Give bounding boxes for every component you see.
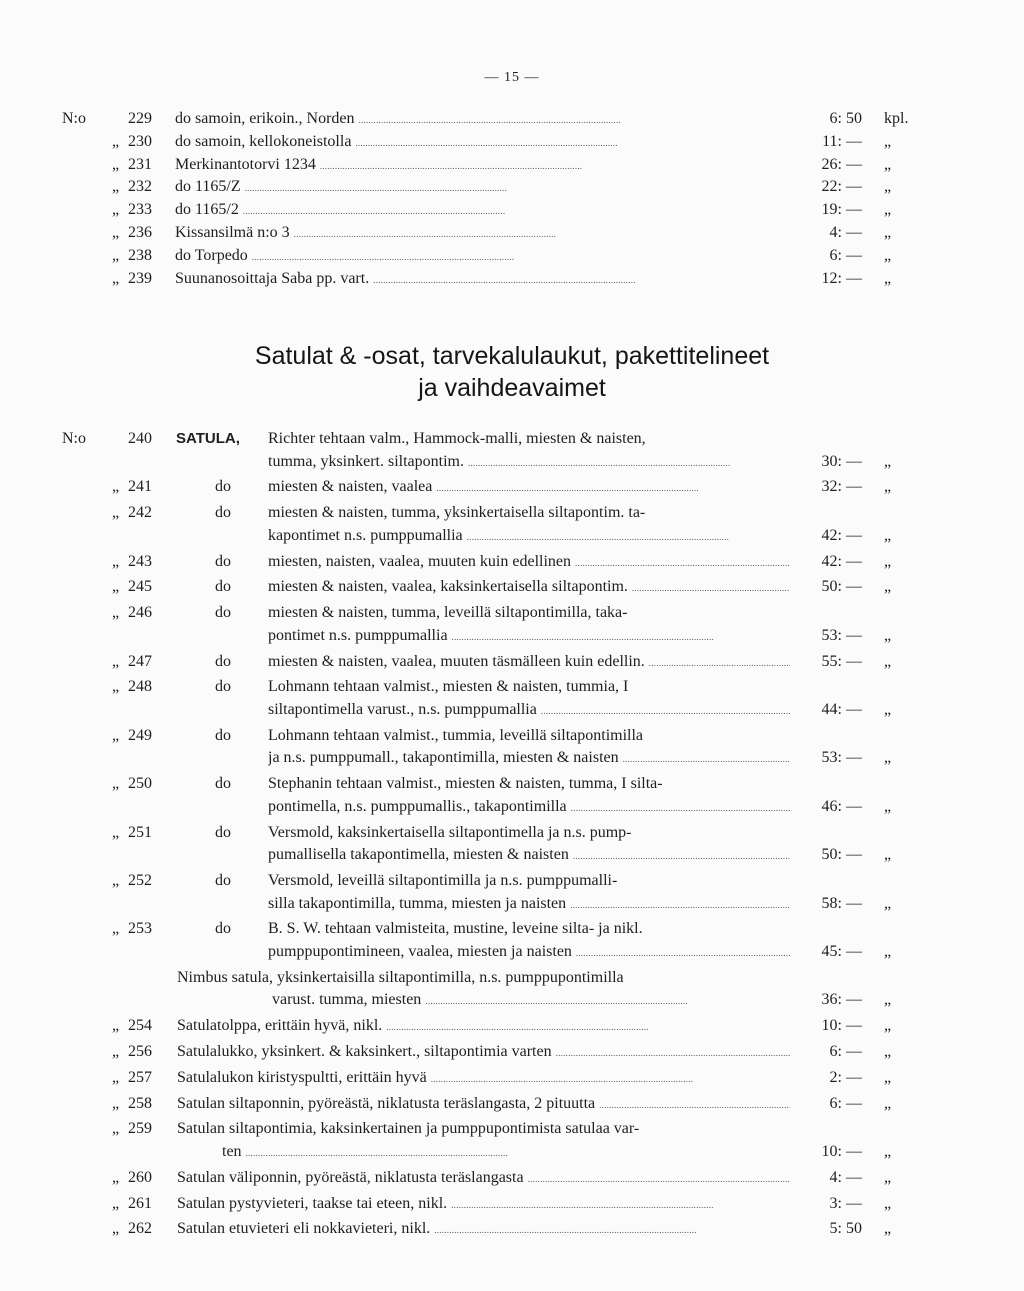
item-unit: „ bbox=[884, 478, 892, 496]
item-description bbox=[175, 224, 785, 242]
item-ditto: do bbox=[215, 775, 231, 793]
item-description-line-2 bbox=[268, 701, 790, 719]
item-description-line-2 bbox=[268, 895, 790, 913]
item-price: 55: — bbox=[821, 652, 862, 670]
item-price: 4: — bbox=[829, 1168, 862, 1186]
list-item bbox=[0, 430, 1024, 475]
section-heading bbox=[0, 340, 1024, 404]
item-prefix: „ bbox=[112, 652, 120, 670]
item-price: 50: — bbox=[821, 578, 862, 596]
item-prefix: „ bbox=[112, 246, 120, 264]
item-prefix: „ bbox=[112, 578, 120, 596]
list-item bbox=[0, 553, 1024, 576]
item-unit: „ bbox=[884, 1168, 892, 1186]
item-unit: „ bbox=[884, 991, 892, 1009]
item-number: 242 bbox=[128, 504, 152, 522]
section-heading-line-1: Satulat & -osat, tarvekalulaukut, pakettitelineet bbox=[254, 342, 770, 370]
list-item bbox=[0, 1220, 1024, 1243]
item-price: 22: — bbox=[821, 178, 862, 196]
item-text: miesten & naisten, vaalea, kaksinkertaisella siltapontim. bbox=[268, 578, 628, 596]
item-prefix: „ bbox=[112, 1194, 120, 1212]
item-number: 245 bbox=[128, 578, 152, 596]
item-description-line-2 bbox=[268, 527, 790, 545]
item-unit: „ bbox=[884, 155, 892, 173]
item-description-line-1 bbox=[268, 553, 790, 571]
item-description-line-1 bbox=[177, 1017, 790, 1035]
item-text: Merkinantotorvi 1234 bbox=[175, 155, 316, 173]
item-description-line-1 bbox=[268, 604, 790, 622]
item-text: do samoin, kellokoneistolla bbox=[175, 132, 352, 150]
list-item bbox=[0, 504, 1024, 549]
item-text: Lohmann tehtaan valmist., tummia, leveillä siltapontimilla bbox=[268, 726, 644, 744]
item-number: 254 bbox=[128, 1017, 152, 1035]
item-ditto: SATULA, bbox=[176, 430, 240, 447]
item-number: 248 bbox=[128, 678, 152, 696]
list-item bbox=[0, 920, 1024, 965]
item-text: varust. tumma, miesten bbox=[272, 991, 422, 1009]
leader-dots bbox=[452, 627, 790, 645]
list-item bbox=[0, 1095, 1024, 1118]
item-text: do 1165/2 bbox=[175, 201, 239, 219]
item-ditto: do bbox=[215, 823, 231, 841]
item-price: 11: — bbox=[822, 132, 862, 150]
item-ditto: do bbox=[215, 726, 231, 744]
item-text: Lohmann tehtaan valmist., miesten & naisten, tummia, I bbox=[268, 678, 629, 696]
leader-dots bbox=[623, 749, 790, 767]
item-price: 6: — bbox=[829, 246, 862, 264]
item-description bbox=[175, 201, 785, 219]
item-text: Satulan väliponnin, pyöreästä, niklatusta teräslangasta bbox=[177, 1168, 524, 1186]
item-description-line-2 bbox=[272, 991, 790, 1009]
item-number: 246 bbox=[128, 604, 152, 622]
leader-dots bbox=[373, 270, 673, 288]
item-text: do 1165/Z bbox=[175, 178, 241, 196]
leader-dots bbox=[436, 478, 756, 496]
item-description-line-1 bbox=[177, 1195, 790, 1213]
item-text: pumppupontimineen, vaalea, miesten ja naisten bbox=[268, 942, 572, 960]
item-description bbox=[175, 247, 785, 265]
item-number: 257 bbox=[128, 1068, 152, 1086]
item-unit: „ bbox=[884, 178, 892, 196]
item-text: B. S. W. tehtaan valmisteita, mustine, leveine silta- ja nikl. bbox=[268, 920, 643, 938]
item-description bbox=[175, 156, 785, 174]
list-item bbox=[0, 653, 1024, 676]
item-number: 259 bbox=[128, 1120, 152, 1138]
leader-dots bbox=[556, 1043, 790, 1061]
item-text: Satulan etuvieteri eli nokkavieteri, nikl. bbox=[177, 1220, 431, 1238]
item-description-line-2 bbox=[268, 627, 790, 645]
item-text: kapontimet n.s. pumppumallia bbox=[268, 526, 463, 544]
item-prefix: „ bbox=[112, 504, 120, 522]
item-text: pontimet n.s. pumppumallia bbox=[268, 626, 448, 644]
leader-dots bbox=[528, 1169, 790, 1187]
item-description-line-1 bbox=[268, 504, 790, 522]
item-text: miesten & naisten, vaalea bbox=[268, 478, 433, 496]
item-price: 30: — bbox=[821, 452, 862, 470]
item-text: miesten, naisten, vaalea, muuten kuin edellinen bbox=[268, 552, 572, 570]
item-number: 243 bbox=[128, 552, 152, 570]
item-price: 12: — bbox=[821, 269, 862, 287]
item-price: 19: — bbox=[821, 201, 862, 219]
item-text: Versmold, kaksinkertaisella siltapontimella ja n.s. pump- bbox=[268, 823, 632, 841]
item-unit: „ bbox=[884, 1220, 892, 1238]
item-prefix: „ bbox=[112, 872, 120, 889]
item-price: 53: — bbox=[821, 626, 862, 644]
list-item bbox=[0, 156, 1024, 178]
item-price: 58: — bbox=[821, 894, 862, 912]
item-description-line-1 bbox=[177, 1069, 790, 1087]
item-price: 32: — bbox=[821, 478, 862, 496]
item-text: Nimbus satula, yksinkertaisilla siltapontimilla, n.s. pumppupontimilla bbox=[177, 968, 624, 986]
item-description-line-1 bbox=[268, 578, 790, 596]
item-prefix: N:o bbox=[62, 430, 86, 447]
item-unit: „ bbox=[884, 700, 892, 718]
item-description-line-1 bbox=[177, 969, 790, 987]
item-number: 258 bbox=[128, 1094, 152, 1112]
item-prefix: N:o bbox=[62, 110, 86, 127]
item-number: 249 bbox=[128, 726, 152, 744]
list-item bbox=[0, 201, 1024, 223]
item-unit: „ bbox=[884, 1068, 892, 1086]
item-text: Satulatolppa, erittäin hyvä, nikl. bbox=[177, 1017, 383, 1035]
list-item bbox=[0, 1169, 1024, 1192]
item-description-line-2 bbox=[268, 453, 790, 471]
item-text: do samoin, erikoin., Norden bbox=[175, 110, 355, 127]
item-price: 53: — bbox=[821, 749, 862, 767]
item-description-line-1 bbox=[177, 1095, 790, 1113]
item-number: 238 bbox=[128, 246, 152, 264]
leader-dots bbox=[570, 895, 790, 913]
item-prefix: „ bbox=[112, 552, 120, 570]
list-item bbox=[0, 1043, 1024, 1066]
item-number: 236 bbox=[128, 224, 152, 241]
item-ditto: do bbox=[215, 478, 231, 496]
item-description-line-2 bbox=[268, 846, 790, 864]
leader-dots bbox=[573, 846, 790, 864]
item-description-line-1 bbox=[177, 1220, 790, 1238]
item-number: 252 bbox=[128, 872, 152, 889]
item-price: 10: — bbox=[821, 1142, 862, 1160]
item-number: 240 bbox=[128, 430, 152, 447]
item-prefix: „ bbox=[112, 269, 120, 287]
item-number: 260 bbox=[128, 1168, 152, 1186]
list-item bbox=[0, 1017, 1024, 1040]
item-prefix: „ bbox=[112, 775, 120, 793]
item-description-line-1 bbox=[177, 1120, 790, 1138]
leader-dots bbox=[252, 247, 552, 265]
list-item bbox=[0, 678, 1024, 723]
list-item bbox=[0, 872, 1024, 917]
item-text: pontimella, n.s. pumppumallis., takapontimilla bbox=[268, 797, 567, 815]
item-number: 256 bbox=[128, 1043, 152, 1060]
item-text: Satulan pystyvieteri, taakse tai eteen, nikl. bbox=[177, 1194, 448, 1212]
item-price: 44: — bbox=[821, 700, 862, 718]
item-price: 6: — bbox=[829, 1043, 862, 1060]
item-price: 10: — bbox=[821, 1017, 862, 1035]
item-text: Versmold, leveillä siltapontimilla ja n.s. pumppumalli- bbox=[268, 872, 618, 889]
list-item bbox=[0, 247, 1024, 269]
leader-dots bbox=[359, 110, 659, 128]
leader-dots bbox=[425, 991, 790, 1009]
item-ditto: do bbox=[215, 652, 231, 670]
item-unit: „ bbox=[884, 132, 892, 150]
item-text: silla takapontimilla, tumma, miesten ja naisten bbox=[268, 894, 567, 912]
item-unit: „ bbox=[884, 797, 892, 815]
item-description-line-1 bbox=[268, 824, 790, 842]
item-description-line-1 bbox=[268, 653, 790, 671]
item-unit: „ bbox=[884, 1094, 892, 1112]
leader-dots bbox=[451, 1195, 771, 1213]
item-unit: „ bbox=[884, 201, 892, 219]
item-unit: „ bbox=[884, 269, 892, 287]
list-item bbox=[0, 604, 1024, 649]
item-text: Stephanin tehtaan valmist., miesten & naisten, tumma, I silta- bbox=[268, 775, 663, 793]
item-description-line-2 bbox=[222, 1143, 790, 1161]
item-number: 231 bbox=[128, 155, 152, 173]
item-text: ten bbox=[222, 1142, 242, 1160]
item-prefix: „ bbox=[112, 1120, 120, 1138]
item-description-line-1 bbox=[268, 430, 790, 448]
item-text: siltapontimella varust., n.s. pumppumallia bbox=[268, 700, 537, 718]
item-text: Suunanosoittaja Saba pp. vart. bbox=[175, 269, 370, 287]
item-unit: „ bbox=[884, 1194, 892, 1212]
item-unit: „ bbox=[884, 246, 892, 264]
leader-dots bbox=[632, 578, 790, 596]
leader-dots bbox=[467, 527, 790, 545]
item-ditto: do bbox=[215, 552, 231, 570]
item-prefix: „ bbox=[112, 178, 120, 196]
item-price: 42: — bbox=[821, 526, 862, 544]
item-price: 6: 50 bbox=[829, 110, 862, 127]
item-price: 6: — bbox=[829, 1094, 862, 1112]
item-prefix: „ bbox=[112, 1220, 120, 1238]
item-description-line-1 bbox=[268, 775, 790, 793]
item-number: 232 bbox=[128, 178, 152, 196]
item-number: 253 bbox=[128, 920, 152, 938]
item-text: Richter tehtaan valm., Hammock-malli, miesten & naisten, bbox=[268, 430, 646, 447]
item-text: pumallisella takapontimella, miesten & naisten bbox=[268, 846, 569, 864]
item-description-line-1 bbox=[268, 920, 790, 938]
item-description-line-2 bbox=[268, 798, 790, 816]
leader-dots bbox=[649, 653, 790, 671]
item-unit: „ bbox=[884, 1043, 892, 1060]
item-unit: „ bbox=[884, 626, 892, 644]
item-description-line-1 bbox=[177, 1043, 790, 1061]
item-description-line-2 bbox=[268, 749, 790, 767]
item-unit: „ bbox=[884, 894, 892, 912]
item-description bbox=[175, 133, 785, 151]
item-unit: „ bbox=[884, 578, 892, 596]
list-item bbox=[0, 178, 1024, 200]
item-text: Satulalukon kiristyspultti, erittäin hyvä bbox=[177, 1068, 427, 1086]
list-item bbox=[0, 824, 1024, 869]
item-price: 42: — bbox=[821, 552, 862, 570]
list-item bbox=[0, 578, 1024, 601]
leader-dots bbox=[386, 1017, 706, 1035]
item-ditto: do bbox=[215, 578, 231, 596]
item-ditto: do bbox=[215, 872, 231, 889]
leader-dots bbox=[468, 453, 790, 471]
item-description bbox=[175, 110, 785, 128]
list-item bbox=[0, 727, 1024, 772]
item-number: 239 bbox=[128, 269, 152, 287]
item-number: 229 bbox=[128, 110, 152, 127]
leader-dots bbox=[243, 201, 543, 219]
item-unit: „ bbox=[884, 846, 892, 864]
item-prefix: „ bbox=[112, 1094, 120, 1112]
list-item bbox=[0, 110, 1024, 132]
section-heading-line-2: ja vaihdeavaimet bbox=[418, 374, 606, 402]
item-text: tumma, yksinkert. siltapontim. bbox=[268, 452, 464, 470]
item-text: miesten & naisten, tumma, leveillä siltapontimilla, taka- bbox=[268, 604, 628, 622]
item-description bbox=[175, 270, 785, 288]
item-price: 2: — bbox=[829, 1068, 862, 1086]
item-prefix: „ bbox=[112, 1068, 120, 1086]
list-item bbox=[0, 478, 1024, 501]
item-number: 250 bbox=[128, 775, 152, 793]
item-number: 233 bbox=[128, 201, 152, 219]
item-prefix: „ bbox=[112, 726, 120, 744]
leader-dots bbox=[599, 1095, 790, 1113]
item-unit: „ bbox=[884, 749, 892, 767]
leader-dots bbox=[541, 701, 790, 719]
item-price: 5: 50 bbox=[829, 1220, 862, 1238]
list-item bbox=[0, 1069, 1024, 1092]
item-text: Kissansilmä n:o 3 bbox=[175, 224, 290, 241]
item-unit: „ bbox=[884, 652, 892, 670]
item-unit: kpl. bbox=[884, 110, 909, 127]
item-description bbox=[175, 178, 785, 196]
item-ditto: do bbox=[215, 504, 231, 522]
item-price: 46: — bbox=[821, 797, 862, 815]
list-item bbox=[0, 1195, 1024, 1218]
leader-dots bbox=[431, 1069, 751, 1087]
list-item bbox=[0, 224, 1024, 246]
item-prefix: „ bbox=[112, 1043, 120, 1060]
item-price: 3: — bbox=[829, 1194, 862, 1212]
item-unit: „ bbox=[884, 452, 892, 470]
item-number: 261 bbox=[128, 1194, 152, 1212]
item-unit: „ bbox=[884, 224, 892, 241]
item-unit: „ bbox=[884, 1142, 892, 1160]
item-text: Satulan siltaponnin, pyöreästä, niklatusta teräslangasta, 2 pituutta bbox=[177, 1094, 596, 1112]
item-ditto: do bbox=[215, 920, 231, 938]
item-text: Satulalukko, yksinkert. & kaksinkert., siltapontimia varten bbox=[177, 1043, 552, 1060]
item-description-line-1 bbox=[268, 872, 790, 890]
leader-dots bbox=[245, 178, 545, 196]
item-prefix: „ bbox=[112, 1017, 120, 1035]
item-number: 230 bbox=[128, 132, 152, 150]
item-text: Satulan siltapontimia, kaksinkertainen ja pumppupontimista satulaa var- bbox=[177, 1120, 640, 1138]
item-number: 251 bbox=[128, 823, 152, 841]
leader-dots bbox=[246, 1143, 646, 1161]
leader-dots bbox=[434, 1220, 754, 1238]
item-prefix: „ bbox=[112, 132, 120, 150]
item-prefix: „ bbox=[112, 478, 120, 496]
item-price: 45: — bbox=[821, 942, 862, 960]
leader-dots bbox=[576, 943, 790, 961]
item-prefix: „ bbox=[112, 920, 120, 938]
item-text: miesten & naisten, tumma, yksinkertaisella siltapontim. ta- bbox=[268, 504, 646, 522]
item-description-line-1 bbox=[268, 727, 790, 745]
item-prefix: „ bbox=[112, 155, 120, 173]
leader-dots bbox=[571, 798, 790, 816]
item-prefix: „ bbox=[112, 678, 120, 696]
item-unit: „ bbox=[884, 526, 892, 544]
item-ditto: do bbox=[215, 604, 231, 622]
list-item bbox=[0, 270, 1024, 292]
item-unit: „ bbox=[884, 552, 892, 570]
list-item bbox=[0, 775, 1024, 820]
page-number: — 15 — bbox=[484, 70, 540, 85]
item-text: miesten & naisten, vaalea, muuten täsmälleen kuin edellin. bbox=[268, 652, 645, 670]
item-number: 247 bbox=[128, 652, 152, 670]
item-price: 4: — bbox=[829, 224, 862, 241]
item-ditto: do bbox=[215, 678, 231, 696]
item-prefix: „ bbox=[112, 1168, 120, 1186]
leader-dots bbox=[294, 224, 594, 242]
item-number: 241 bbox=[128, 478, 152, 496]
item-unit: „ bbox=[884, 942, 892, 960]
item-price: 26: — bbox=[821, 155, 862, 173]
item-number: 262 bbox=[128, 1220, 152, 1238]
list-item bbox=[0, 133, 1024, 155]
list-item bbox=[0, 1120, 1024, 1165]
item-description-line-1 bbox=[177, 1169, 790, 1187]
item-prefix: „ bbox=[112, 201, 120, 219]
item-prefix: „ bbox=[112, 604, 120, 622]
list-item bbox=[0, 969, 1024, 1014]
leader-dots bbox=[355, 133, 655, 151]
leader-dots bbox=[320, 156, 620, 174]
item-prefix: „ bbox=[112, 823, 120, 841]
item-description-line-2 bbox=[268, 943, 790, 961]
leader-dots bbox=[575, 553, 790, 571]
item-description-line-1 bbox=[268, 478, 790, 496]
item-text: do Torpedo bbox=[175, 246, 248, 264]
item-unit: „ bbox=[884, 1017, 892, 1035]
item-price: 50: — bbox=[821, 846, 862, 864]
item-text: ja n.s. pumppumall., takapontimilla, miesten & naisten bbox=[268, 749, 619, 767]
item-prefix: „ bbox=[112, 224, 120, 241]
item-price: 36: — bbox=[821, 991, 862, 1009]
item-description-line-1 bbox=[268, 678, 790, 696]
